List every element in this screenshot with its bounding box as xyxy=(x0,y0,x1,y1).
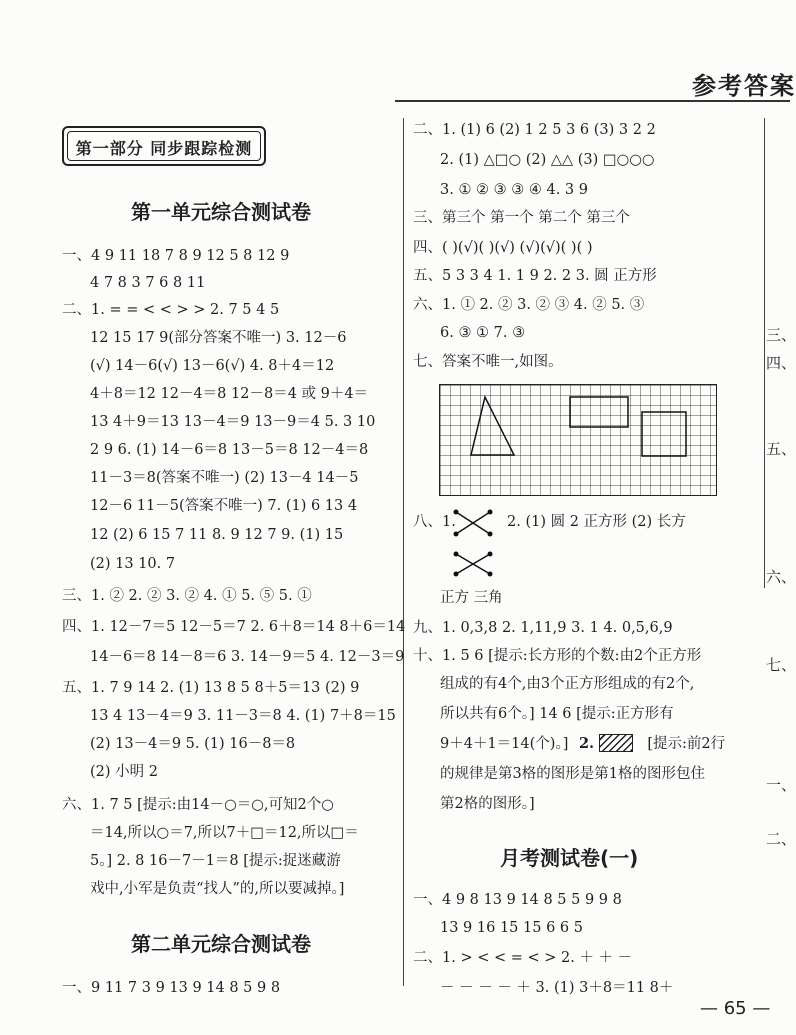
rectangle-shape xyxy=(570,397,628,427)
text-line: 三、1. ② 2. ② 3. ② 4. ① 5. ⑤ 5. ① xyxy=(62,588,312,604)
text-line: 六、1. ① 2. ② 3. ② ③ 4. ② 5. ③ xyxy=(413,297,645,313)
text-line: [提示:前2行 xyxy=(647,736,726,752)
triangle-shape xyxy=(471,397,514,455)
text-line: 六、1. 7 5 [提示:由14－○＝○,可知2个○ xyxy=(62,797,334,813)
side-fragment: 四、 xyxy=(766,354,796,372)
month-test-title: 月考测试卷(一) xyxy=(500,846,639,870)
section-badge xyxy=(62,126,266,166)
text-line: 9＋4＋1＝14(个)。] xyxy=(440,736,569,752)
text-line: 13 4 13－4＝9 3. 11－3＝8 4. (1) 7＋8＝15 xyxy=(90,708,396,724)
answer-grid-figure xyxy=(439,384,717,496)
column-divider xyxy=(403,118,404,986)
side-fragment: 五、 xyxy=(766,440,796,458)
hatched-square-figure xyxy=(599,734,633,752)
text-line: 2 9 6. (1) 14－6＝8 13－5＝8 12－4＝8 xyxy=(90,442,369,458)
text-line: 13 9 16 15 15 6 6 5 xyxy=(440,920,583,936)
text-line: (2) 13－4＝9 5. (1) 16－8＝8 xyxy=(90,736,296,752)
text-line: 一、4 9 8 13 9 14 8 5 5 9 9 8 xyxy=(413,892,622,908)
unit1-title: 第一单元综合测试卷 xyxy=(131,200,311,224)
text-line: 2. xyxy=(578,735,595,752)
text-line: 二、1. > < < = < > 2. ＋ ＋ － xyxy=(413,950,633,966)
text-line: 九、1. 0,3,8 2. 1,11,9 3. 1 4. 0,5,6,9 xyxy=(413,620,673,636)
text-line: 4＋8＝12 12－4＝8 12－8＝4 或 9＋4＝ xyxy=(90,386,369,402)
section-badge-label: 第一部分 同步跟踪检测 xyxy=(75,139,253,158)
header-title: 参考答案 xyxy=(692,71,796,100)
side-fragment: 六、 xyxy=(766,568,796,586)
text-line: 12－6 11－5(答案不唯一) 7. (1) 6 13 4 xyxy=(90,498,358,514)
text-line: 的规律是第3格的图形是第1格的图形包住 xyxy=(440,766,705,782)
right-column-divider xyxy=(764,118,765,588)
text-line: (2) 13 10. 7 xyxy=(90,556,176,572)
text-line: 戏中,小军是负责“找人”的,所以要减掉。] xyxy=(90,881,345,897)
text-line: 五、1. 7 9 14 2. (1) 13 8 5 8＋5＝13 (2) 9 xyxy=(62,680,360,696)
page-number: — 65 — xyxy=(700,998,771,1019)
grid-shapes xyxy=(440,385,718,497)
text-line: 第2格的图形。] xyxy=(440,796,535,812)
header-tab xyxy=(672,58,796,100)
text-line: 3. ① ② ③ ③ ④ 4. 3 9 xyxy=(440,182,588,198)
matching-lines-figure xyxy=(450,508,496,578)
text-line: 2. (1) 圆 2 正方形 (2) 长方 xyxy=(507,514,686,530)
text-line: 11－3＝8(答案不唯一) (2) 13－4 14－5 xyxy=(90,470,359,486)
text-line: 二、1. (1) 6 (2) 1 2 5 3 6 (3) 3 2 2 xyxy=(413,122,656,138)
text-line: (2) 小明 2 xyxy=(90,764,158,780)
text-line: 五、5 3 3 4 1. 1 9 2. 2 3. 圆 正方形 xyxy=(413,268,657,284)
text-line: 14－6＝8 14－8＝6 3. 14－9＝5 4. 12－3＝9 xyxy=(90,649,405,665)
square-shape xyxy=(642,412,686,456)
text-line: 13 4＋9＝13 13－4＝9 13－9＝4 5. 3 10 xyxy=(90,414,376,430)
text-line: 三、第三个 第一个 第二个 第三个 xyxy=(413,210,630,226)
text-line: 12 (2) 6 15 7 11 8. 9 12 7 9. (1) 15 xyxy=(90,527,344,543)
text-line: 七、答案不唯一,如图。 xyxy=(413,354,563,370)
text-line: 所以共有6个。] 14 6 [提示:正方形有 xyxy=(440,706,674,722)
text-line: 四、( )(√)( )(√) (√)(√)( )( ) xyxy=(413,240,593,256)
side-fragment: 一、 xyxy=(766,776,796,794)
text-line: 一、9 11 7 3 9 13 9 14 8 5 9 8 xyxy=(62,980,281,996)
side-fragment: 二、 xyxy=(766,830,796,848)
text-line: 组成的有4个,由3个正方形组成的有2个, xyxy=(440,676,695,692)
text-line: － － － － ＋ 3. (1) 3＋8＝11 8＋ xyxy=(440,980,674,996)
text-line: 5。] 2. 8 16－7－1＝8 [提示:捉迷藏游 xyxy=(90,853,341,869)
side-fragment: 七、 xyxy=(766,656,796,674)
unit2-title: 第二单元综合测试卷 xyxy=(131,932,311,956)
text-line: 6. ③ ① 7. ③ xyxy=(440,325,526,341)
text-line: 四、1. 12－7＝5 12－5＝7 2. 6＋8＝14 8＋6＝14 xyxy=(62,619,406,635)
text-line: 八、1. xyxy=(413,514,456,530)
text-line: ＝14,所以○＝7,所以7＋□＝12,所以□＝ xyxy=(90,825,359,841)
text-line: 十、1. 5 6 [提示:长方形的个数:由2个正方形 xyxy=(413,648,702,664)
text-line: 正方 三角 xyxy=(440,590,503,606)
text-line: 4 7 8 3 7 6 8 11 xyxy=(90,275,206,291)
side-fragment: 三、 xyxy=(766,326,796,344)
text-line: 二、1. = = < < > > 2. 7 5 4 5 xyxy=(62,302,280,318)
header-rule xyxy=(395,100,790,102)
text-line: (√) 14－6(√) 13－6(√) 4. 8＋4＝12 xyxy=(90,358,335,374)
text-line: 一、4 9 11 18 7 8 9 12 5 8 12 9 xyxy=(62,248,290,264)
text-line: 12 15 17 9(部分答案不唯一) 3. 12－6 xyxy=(90,330,347,346)
text-line: 2. (1) △□○ (2) △△ (3) □○○○ xyxy=(440,152,655,168)
